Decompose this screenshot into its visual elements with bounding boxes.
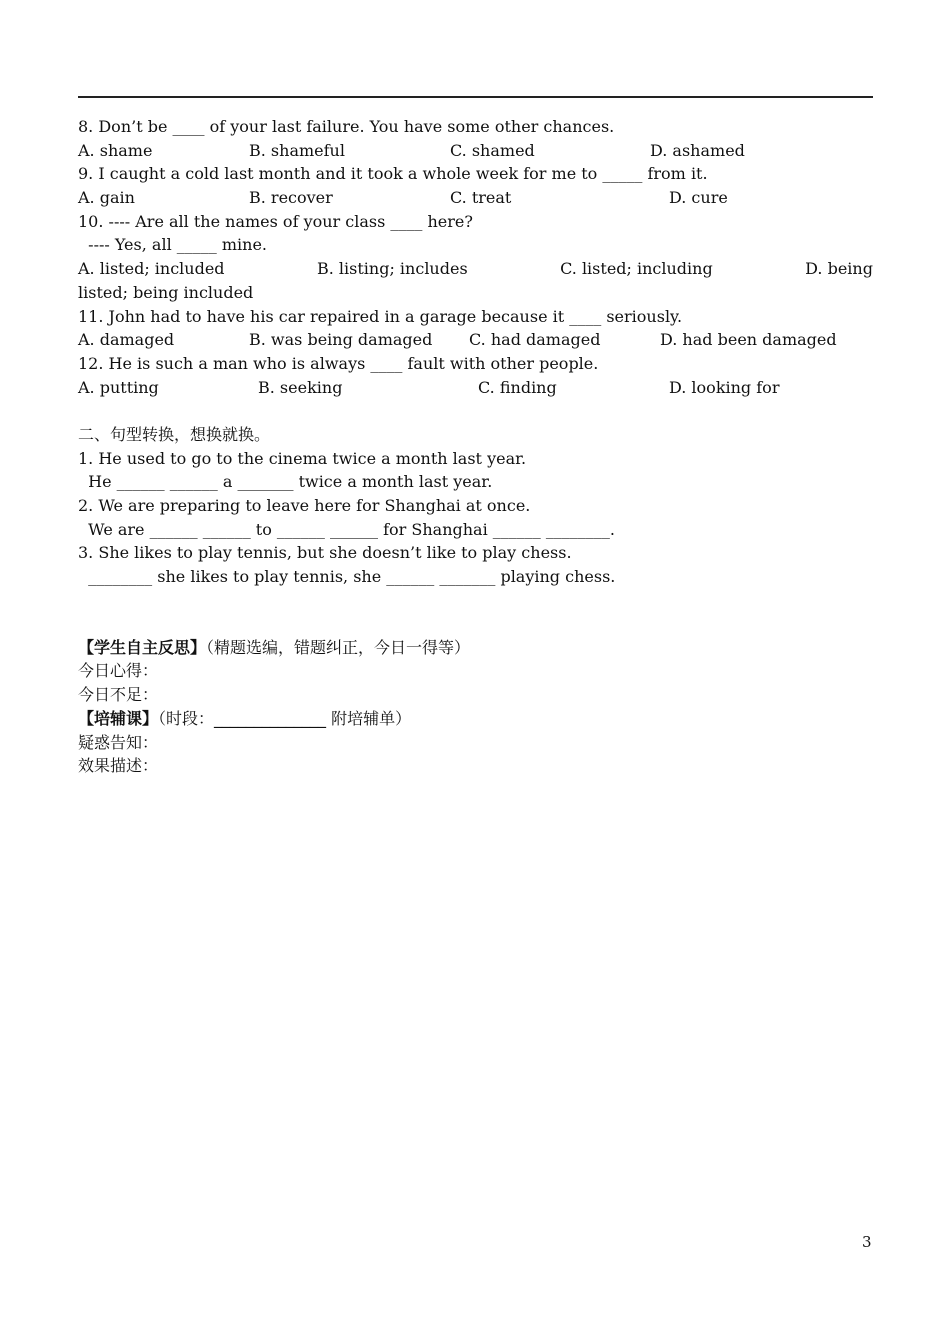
question-9-stem: 9. I caught a cold last month and it took a whole week for me to _____ from it. — [78, 164, 708, 184]
question-8-stem: 8. Don’t be ____ of your last failure. You have some other chances. — [78, 117, 615, 136]
question-11-options — [78, 328, 873, 352]
question-12-stem: 12. He is such a man who is always ____ fault with other people. — [78, 353, 599, 373]
option-b: B. was being damaged — [249, 330, 433, 350]
question-12-options — [78, 376, 873, 400]
option-a: A. gain — [78, 188, 135, 208]
today-lack-label: 今日不足： — [78, 685, 159, 705]
question-10-reply: ---- Yes, all _____ mine. — [78, 235, 267, 255]
page-number: 3 — [862, 1233, 872, 1251]
option-b: B. listing; includes — [316, 259, 468, 279]
question-8-options — [78, 139, 873, 163]
option-d: D. ashamed — [650, 140, 745, 160]
sentence-3: 3. She likes to play tennis, but she doesn’t like to play chess. — [78, 543, 572, 563]
option-d: D. cure — [669, 188, 728, 208]
today-gain-label: 今日心得： — [78, 661, 159, 681]
question-9-options — [78, 186, 873, 210]
doubt-label: 疑惑告知： — [78, 732, 159, 752]
question-10-option-d-continued: listed; being included — [78, 282, 254, 302]
option-c: C. shamed — [450, 140, 535, 160]
sentence-1: 1. He used to go to the cinema twice a month last year. — [78, 448, 527, 468]
worksheet-body — [78, 115, 873, 778]
effect-label: 效果描述： — [78, 756, 159, 776]
option-c: C. finding — [478, 377, 557, 397]
section-2-title: 二、句型转换，想换就换。 — [78, 424, 271, 444]
option-d: D. looking for — [669, 377, 780, 397]
tutoring-heading: 【培辅课】 — [78, 708, 159, 728]
question-10-options — [78, 257, 873, 281]
option-d: D. had been damaged — [660, 330, 837, 350]
question-11-stem: 11. John had to have his car repaired in a garage because it ____ seriously. — [78, 306, 683, 326]
option-a: A. putting — [78, 377, 159, 397]
reflection-heading-line — [78, 636, 873, 660]
sentence-1-rewrite: He ______ ______ a _______ twice a month last year. — [78, 472, 493, 492]
header-rule — [78, 96, 873, 98]
tutoring-note: （时段：______________ 附培辅单） — [158, 708, 412, 728]
question-10-stem: 10. ---- Are all the names of your class ____ here? — [78, 211, 473, 231]
option-b: B. recover — [249, 188, 333, 208]
option-a: A. damaged — [78, 330, 175, 350]
sentence-2: 2. We are preparing to leave here for Shanghai at once. — [78, 496, 531, 515]
option-c: C. treat — [450, 188, 512, 208]
reflection-note: （精题选编，错题纠正，今日一得等） — [206, 637, 471, 657]
option-c: C. had damaged — [469, 330, 601, 350]
option-c: C. listed; including — [560, 259, 713, 279]
tutoring-heading-line — [78, 707, 873, 731]
option-a: A. shame — [78, 140, 153, 160]
reflection-heading: 【学生自主反思】 — [78, 637, 207, 657]
sentence-2-rewrite: We are ______ ______ to ______ ______ for Shanghai ______ ________. — [78, 519, 615, 539]
option-b: B. seeking — [258, 377, 343, 397]
option-b: B. shameful — [249, 140, 345, 160]
option-a: A. listed; included — [78, 259, 225, 279]
option-d: D. being — [805, 259, 873, 279]
sentence-3-rewrite: ________ she likes to play tennis, she ______ _______ playing chess. — [78, 567, 616, 587]
